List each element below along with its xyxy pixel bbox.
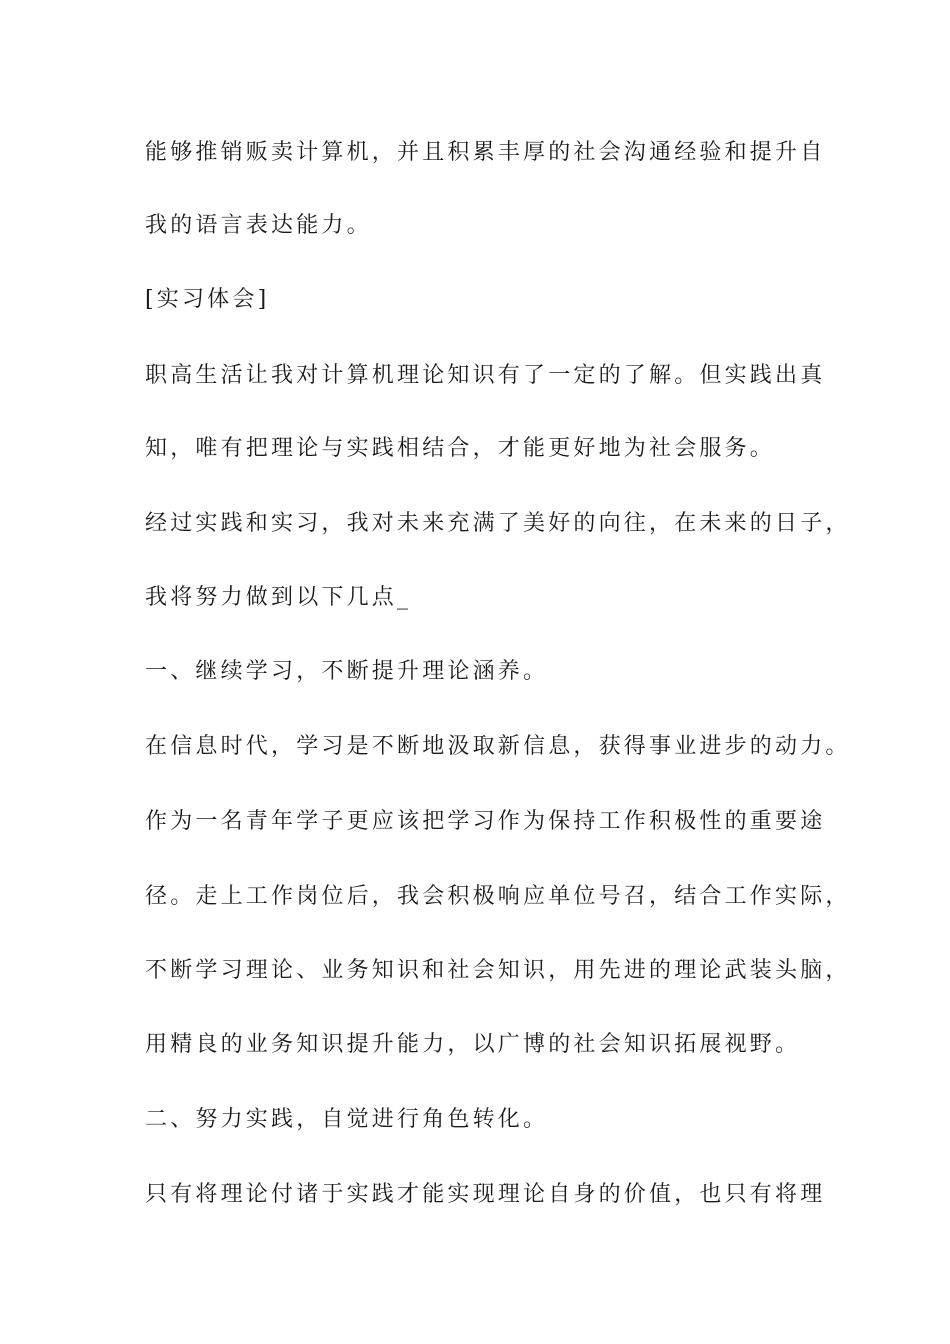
text-line-1: 能够推销贩卖计算机，并且积累丰厚的社会沟通经验和提升自 xyxy=(145,140,826,165)
text-line-13: 用精良的业务知识提升能力，以广博的社会知识拓展视野。 xyxy=(145,1032,801,1057)
text-line-7: 我将努力做到以下几点_ xyxy=(145,585,412,610)
text-line-10: 作为一名青年学子更应该把学习作为保持工作积极性的重要途 xyxy=(145,809,826,834)
text-line-4: 职高生活让我对计算机理论知识有了一定的了解。但实践出真 xyxy=(145,363,826,388)
text-line-15: 只有将理论付诸于实践才能实现理论自身的价值，也只有将理 xyxy=(145,1182,826,1207)
text-line-2: 我的语言表达能力。 xyxy=(145,213,372,238)
text-line-12: 不断学习理论、业务知识和社会知识，用先进的理论武装头脑， xyxy=(145,958,851,983)
text-line-9: 在信息时代，学习是不断地汲取新信息，获得事业进步的动力。 xyxy=(145,734,851,759)
point-heading-1: 一、继续学习，不断提升理论涵养。 xyxy=(145,659,549,684)
section-heading-internship-experience: [实习体会] xyxy=(145,287,270,312)
point-heading-2: 二、努力实践，自觉进行角色转化。 xyxy=(145,1107,549,1132)
text-line-11: 径。走上工作岗位后，我会积极响应单位号召，结合工作实际， xyxy=(145,884,851,909)
text-line-5: 知，唯有把理论与实践相结合，才能更好地为社会服务。 xyxy=(145,436,776,461)
text-line-6: 经过实践和实习，我对未来充满了美好的向往，在未来的日子， xyxy=(145,511,851,536)
